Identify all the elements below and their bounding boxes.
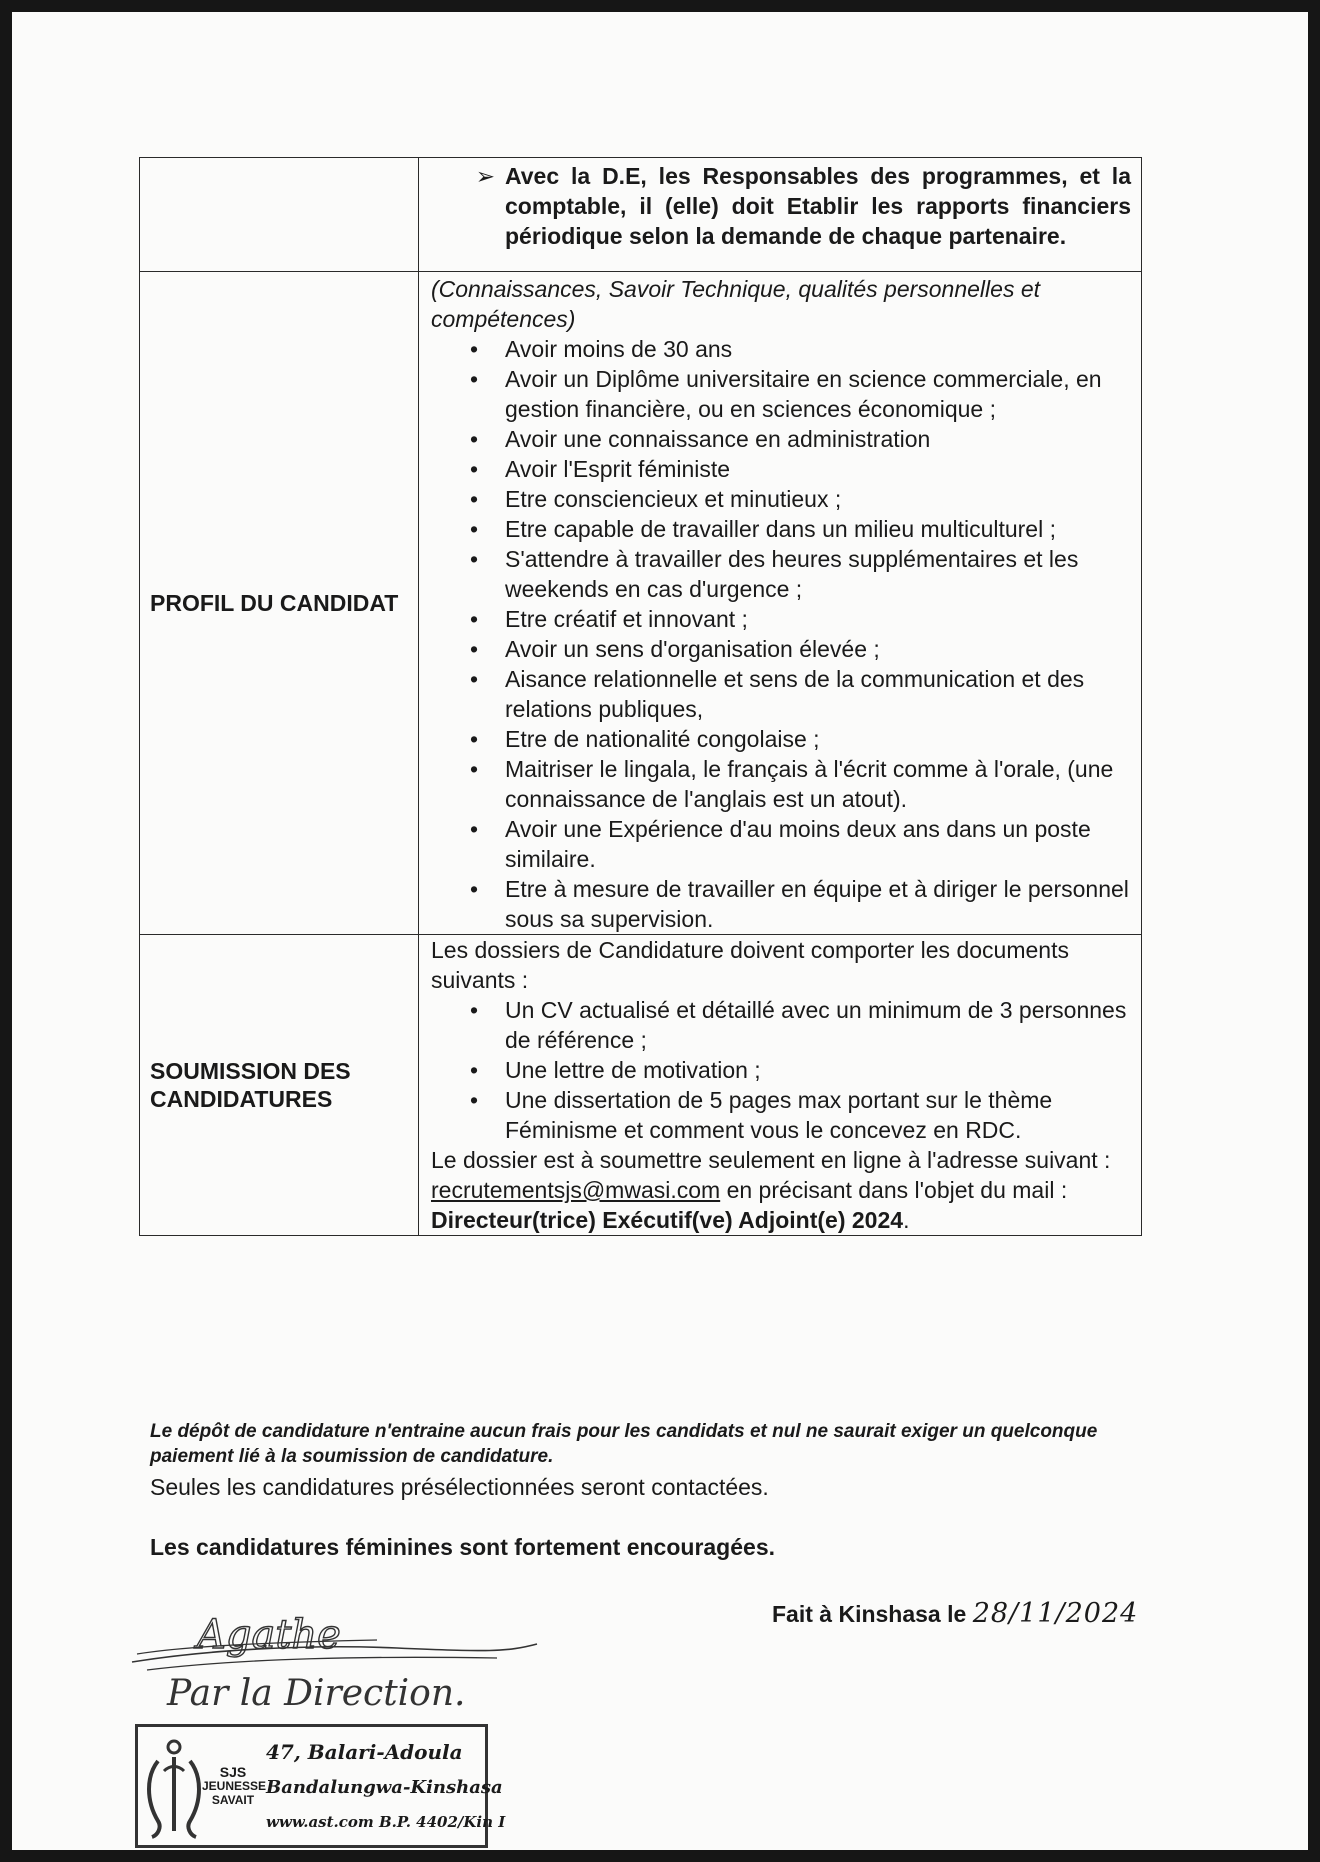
documents-list — [431, 995, 1131, 1145]
row-content — [419, 158, 1142, 272]
fee-disclaimer: Le dépôt de candidature n'entraine aucun frais pour les candidats et nul ne saurait exiger un quelconque paiement lié à la soumission de candidature. — [150, 1421, 1098, 1467]
bullet-icon: • — [469, 366, 479, 392]
profil-requirements-list — [431, 334, 1131, 934]
stamp-org-name: SJS JEUNESSE SAVAIT — [202, 1764, 267, 1807]
list-item: • Un CV actualisé et détaillé avec un minimum de 3 personnes de référence ; — [431, 995, 1131, 1055]
bullet-icon: • — [469, 1057, 479, 1083]
profil-intro: (Connaissances, Savoir Technique, qualités personnelles et compétences) — [431, 276, 1041, 332]
bullet-icon: • — [469, 726, 479, 752]
row-content-soumission — [419, 935, 1142, 1236]
signature-name: Agathe — [197, 1612, 341, 1658]
bullet-icon: • — [469, 426, 479, 452]
list-item: • Etre consciencieux et minutieux ; — [431, 484, 1131, 514]
row-label-profil: PROFIL DU CANDIDAT — [140, 272, 419, 935]
row-content-profil — [419, 272, 1142, 935]
list-item: • Une lettre de motivation ; — [431, 1055, 1131, 1085]
organization-stamp — [135, 1724, 506, 1848]
row-label-soumission: SOUMISSION DES CANDIDATURES — [140, 935, 419, 1236]
bullet-icon: • — [469, 546, 479, 572]
arrow-bullet-icon: ➢ — [475, 163, 495, 189]
signature-line: Par la Direction. — [167, 1673, 466, 1714]
list-item: • Etre à mesure de travailler en équipe et à diriger le personnel sous sa supervision. — [431, 874, 1131, 934]
place-date-line: Fait à Kinshasa le 28/11/2024 — [772, 1598, 1139, 1629]
list-item: • Etre de nationalité congolaise ; — [431, 724, 1131, 754]
bullet-icon: • — [469, 516, 479, 542]
bullet-icon: • — [469, 606, 479, 632]
handwritten-date: 28/11/2024 — [972, 1598, 1139, 1629]
list-item: • Aisance relationnelle et sens de la communication et des relations publiques, — [431, 664, 1131, 724]
bullet-icon: • — [469, 1087, 479, 1113]
submission-instructions: Le dossier est à soumettre seulement en ligne à l'adresse suivant : recrutementsjs@mwasi.com en précisant dans l'objet du mail : Directeur(trice) Exécutif(ve) Adjoint(e) 2024. — [431, 1147, 1111, 1233]
bullet-icon: • — [469, 456, 479, 482]
list-item: • Etre capable de travailler dans un milieu multiculturel ; — [431, 514, 1131, 544]
bullet-icon: • — [469, 876, 479, 902]
row-label-empty — [140, 158, 419, 272]
bullet-icon: • — [469, 997, 479, 1023]
shortlist-note: Seules les candidatures présélectionnées seront contactées. — [150, 1474, 769, 1500]
arrow-list-item: ➢ Avec la D.E, les Responsables des programmes, et la comptable, il (elle) doit Etablir les rapports financiers périodique selon la demande de chaque partenaire. — [431, 161, 1131, 251]
list-item: • Avoir une connaissance en administration — [431, 424, 1131, 454]
stamp-address: 47, Balari-Adoula Bandalungwa-Kinshasa www.ast.com B.P. 4402/Kin I — [266, 1740, 506, 1831]
list-item: • Avoir un Diplôme universitaire en science commerciale, en gestion financière, ou en sciences économique ; — [431, 364, 1131, 424]
list-item: • Avoir l'Esprit féministe — [431, 454, 1131, 484]
list-item: • Maitriser le lingala, le français à l'écrit comme à l'orale, (une connaissance de l'anglais est un atout). — [431, 754, 1131, 814]
table-row — [140, 935, 1142, 1236]
bullet-icon: • — [469, 666, 479, 692]
table-row — [140, 158, 1142, 272]
list-item: • Une dissertation de 5 pages max portant sur le thème Féminisme et comment vous le concevez en RDC. — [431, 1085, 1131, 1145]
jeunesse-savait-logo-icon — [144, 1731, 204, 1843]
document-page — [12, 12, 1308, 1850]
bullet-icon: • — [469, 636, 479, 662]
soumission-intro: Les dossiers de Candidature doivent comporter les documents suivants : — [431, 937, 1069, 993]
bullet-icon: • — [469, 336, 479, 362]
bullet-icon: • — [469, 816, 479, 842]
list-item: • Etre créatif et innovant ; — [431, 604, 1131, 634]
job-details-table — [139, 157, 1142, 1236]
list-item: • Avoir une Expérience d'au moins deux ans dans un poste similaire. — [431, 814, 1131, 874]
email-link[interactable]: recrutementsjs@mwasi.com — [431, 1177, 721, 1203]
table-row — [140, 272, 1142, 935]
list-item: • Avoir moins de 30 ans — [431, 334, 1131, 364]
mail-subject: Directeur(trice) Exécutif(ve) Adjoint(e) 2024 — [431, 1207, 904, 1233]
list-item: • Avoir un sens d'organisation élevée ; — [431, 634, 1131, 664]
encouragement-note: Les candidatures féminines sont fortement encouragées. — [150, 1534, 775, 1560]
handwritten-signature — [127, 1600, 567, 1720]
bullet-icon: • — [469, 486, 479, 512]
bullet-icon: • — [469, 756, 479, 782]
list-item: • S'attendre à travailler des heures supplémentaires et les weekends en cas d'urgence ; — [431, 544, 1131, 604]
